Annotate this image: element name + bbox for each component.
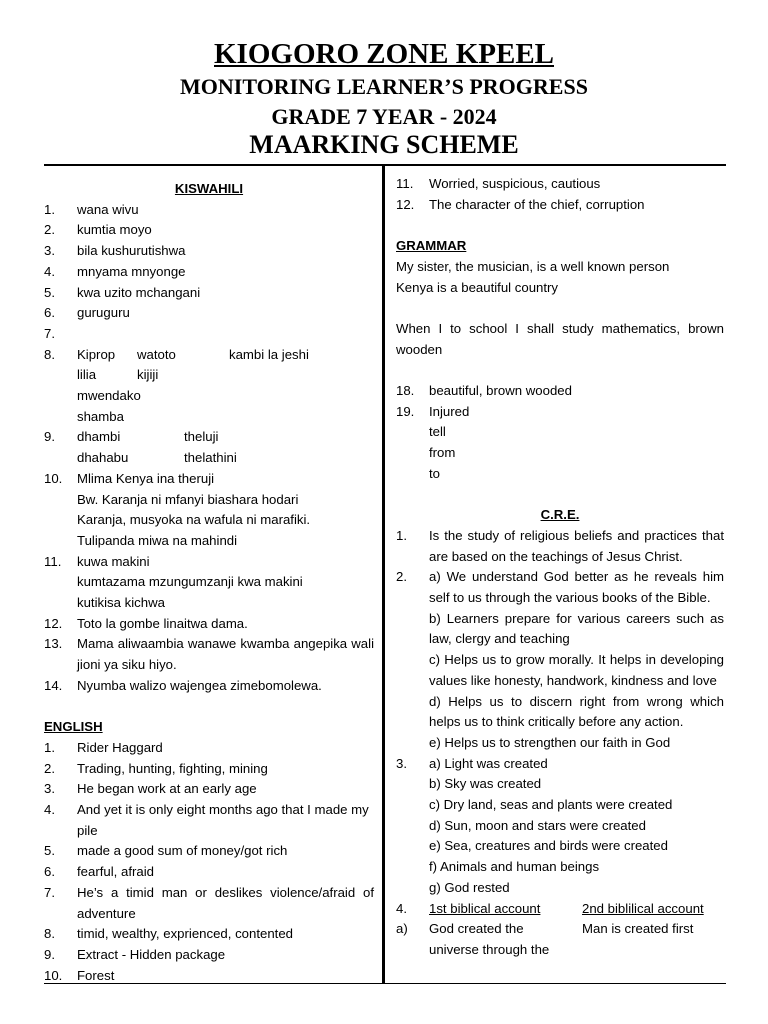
item-number: 3. — [44, 781, 55, 797]
list-item — [44, 862, 374, 883]
grade-year: GRADE 7 YEAR - 2024 — [271, 104, 497, 129]
item-number: 11. — [396, 176, 414, 191]
list-item — [44, 283, 374, 304]
section-heading-cre: C.R.E. — [540, 507, 580, 523]
item-number: 5. — [44, 284, 55, 300]
item-number: 4. — [396, 900, 407, 916]
item-number: 1. — [44, 739, 55, 755]
list-item — [396, 754, 724, 899]
item-number: 14. — [44, 677, 63, 693]
answer-text: d) Helps us to discern right from wrong which helps us to think critically before any action. — [429, 693, 724, 730]
answer-text: e) Helps us to strengthen our faith in God — [429, 734, 671, 750]
item-number: 12. — [44, 615, 63, 631]
document-title: KIOGORO ZONE KPEEL — [214, 38, 554, 70]
list-item — [44, 552, 374, 614]
answer-text: Nyumba walizo wajengea zimebomolewa. — [77, 677, 322, 693]
answer-text: kijiji — [137, 367, 159, 383]
list-item — [44, 427, 374, 468]
answer-text: fearful, afraid — [77, 864, 154, 880]
answer-text: e) Sea, creatures and birds were created — [429, 838, 668, 854]
left-column — [44, 179, 374, 986]
answer-text: He began work at an early age — [77, 781, 257, 797]
answer-text: thelathini — [184, 450, 237, 466]
answer-text: dhahabu — [77, 450, 129, 466]
grammar-line: My sister, the musician, is a well known person — [396, 258, 670, 274]
item-number: 10. — [44, 967, 63, 983]
list-item — [44, 303, 374, 324]
item-number: 4. — [44, 263, 55, 279]
right-bottom-rule — [385, 983, 726, 984]
item-number: 10. — [44, 470, 63, 486]
answer-text: kumtia moyo — [77, 222, 152, 238]
list-item — [44, 800, 374, 841]
section-heading-grammar: GRAMMAR — [396, 238, 467, 254]
answer-text: God created the universe through the — [429, 921, 550, 957]
list-item — [44, 841, 374, 862]
answer-text: a) Light was created — [429, 755, 548, 771]
item-number: 8. — [44, 926, 55, 942]
answer-text: shamba — [77, 408, 124, 424]
list-item — [44, 200, 374, 221]
item-number: 1. — [396, 527, 407, 543]
answer-text: Mama aliwaambia wanawe kwamba angepika wali jioni ya siku hiyo. — [77, 636, 374, 673]
column-divider — [382, 165, 385, 984]
answer-text: kumtazama mzungumzanji kwa makini — [77, 574, 303, 590]
answer-text: Toto la gombe linaitwa dama. — [77, 615, 248, 631]
answer-text: Bw. Karanja ni mfanyi biashara hodari — [77, 491, 299, 507]
item-number: 7. — [44, 325, 55, 341]
list-item — [44, 469, 374, 552]
list-item — [44, 241, 374, 262]
answer-text: wana wivu — [77, 201, 139, 217]
list-item — [396, 919, 724, 960]
marking-scheme-title: MAARKING SCHEME — [249, 130, 519, 159]
header-divider — [44, 164, 726, 166]
item-number: 6. — [44, 305, 55, 321]
item-number: 7. — [44, 884, 55, 900]
list-item — [44, 676, 374, 697]
answer-text: He’s a timid man or deslikes violence/afraid of adventure — [77, 884, 374, 921]
item-number: 9. — [44, 947, 55, 962]
answer-text: a) We understand God better as he reveals him self to us through the various books of the Bible. — [429, 569, 724, 605]
list-item — [396, 195, 724, 216]
list-item — [396, 567, 724, 753]
list-item — [44, 634, 374, 675]
list-item — [44, 738, 374, 759]
answer-text: Karanja, musyoka na wafula ni marafiki. — [77, 512, 311, 528]
answer-text: c) Helps us to grow morally. It helps in developing values like honesty, handwork, kindness and love — [429, 652, 724, 688]
answer-text: guruguru — [77, 305, 130, 321]
item-number: 12. — [396, 196, 415, 212]
list-item — [44, 883, 374, 924]
answer-text: d) Sun, moon and stars were created — [429, 817, 646, 833]
item-number: 19. — [396, 403, 415, 419]
list-item — [396, 899, 724, 920]
grammar-line: When I to school I shall study mathematics, brown wooden — [396, 320, 724, 357]
answer-text: lilia — [77, 367, 97, 383]
list-item — [396, 174, 724, 195]
list-item — [44, 759, 374, 780]
list-item — [44, 220, 374, 241]
list-item — [396, 381, 724, 402]
item-number: a) — [396, 921, 408, 937]
answer-text: b) Sky was created — [429, 776, 542, 792]
column-heading: 1st biblical account — [429, 900, 541, 916]
list-item — [44, 924, 374, 945]
answer-text: watoto — [137, 346, 176, 362]
answer-text: Mlima Kenya ina theruji — [77, 470, 215, 486]
item-number: 3. — [44, 243, 55, 259]
answer-text: to — [429, 465, 440, 481]
list-item — [396, 526, 724, 567]
list-item — [396, 402, 724, 485]
answer-text: mnyama mnyonge — [77, 263, 186, 279]
document-subtitle: MONITORING LEARNER’S PROGRESS — [180, 74, 588, 99]
answer-text: Is the study of religious beliefs and practices that are based on the teachings of Jesus Christ. — [429, 527, 724, 564]
list-item — [44, 945, 374, 966]
answer-text: mwendako — [77, 388, 141, 404]
answer-text: Tulipanda miwa na mahindi — [77, 532, 238, 548]
answer-text: Extract - Hidden package — [77, 947, 226, 962]
item-number: 18. — [396, 382, 415, 398]
item-number: 4. — [44, 802, 55, 818]
answer-text: Kiprop — [77, 346, 116, 362]
column-heading: 2nd biblilical account — [582, 900, 704, 916]
answer-text: kwa uzito mchangani — [77, 284, 201, 300]
answer-text: made a good sum of money/got rich — [77, 843, 288, 859]
answer-text: Trading, hunting, fighting, mining — [77, 760, 268, 776]
item-number: 6. — [44, 864, 55, 880]
list-item — [44, 345, 374, 428]
list-item — [44, 262, 374, 283]
answer-text: c) Dry land, seas and plants were created — [429, 797, 673, 813]
answer-text: Rider Haggard — [77, 739, 163, 755]
answer-text: And yet it is only eight months ago that I made my pile — [77, 802, 369, 838]
list-item — [44, 966, 374, 987]
section-heading-english: ENGLISH — [44, 719, 103, 735]
answer-text: bila kushurutishwa — [77, 243, 186, 259]
item-number: 3. — [396, 755, 407, 771]
answer-text: f) Animals and human beings — [429, 859, 600, 875]
answer-text: kuwa makini — [77, 553, 150, 569]
answer-text: kutikisa kichwa — [77, 595, 165, 611]
item-number: 1. — [44, 201, 55, 217]
list-item — [44, 779, 374, 800]
answer-text: tell — [429, 424, 446, 440]
item-number: 11. — [44, 553, 62, 569]
item-number: 5. — [44, 843, 55, 859]
grammar-line: Kenya is a beautiful country — [396, 279, 559, 295]
item-number: 9. — [44, 429, 55, 445]
answer-text: Injured — [429, 403, 470, 419]
item-number: 8. — [44, 346, 55, 362]
list-item — [44, 614, 374, 635]
answer-text: g) God rested — [429, 879, 510, 895]
item-number: 2. — [44, 760, 55, 776]
answer-text: Forest — [77, 967, 115, 983]
answer-text: dhambi — [77, 429, 121, 445]
answer-text: theluji — [184, 429, 219, 445]
answer-text: Worried, suspicious, cautious — [429, 176, 601, 191]
section-heading-kiswahili: KISWAHILI — [174, 181, 244, 196]
answer-text: beautiful, brown wooded — [429, 382, 572, 398]
item-number: 13. — [44, 636, 63, 652]
answer-text: timid, wealthy, exprienced, contented — [77, 926, 294, 942]
answer-text: Man is created first — [582, 921, 694, 937]
list-item — [44, 324, 374, 345]
answer-text: The character of the chief, corruption — [429, 196, 645, 212]
answer-text: b) Learners prepare for various careers such as law, clergy and teaching — [429, 610, 724, 647]
item-number: 2. — [396, 569, 407, 585]
right-column — [396, 174, 724, 961]
answer-text: from — [429, 445, 456, 461]
item-number: 2. — [44, 222, 55, 238]
answer-text: kambi la jeshi — [229, 346, 309, 362]
